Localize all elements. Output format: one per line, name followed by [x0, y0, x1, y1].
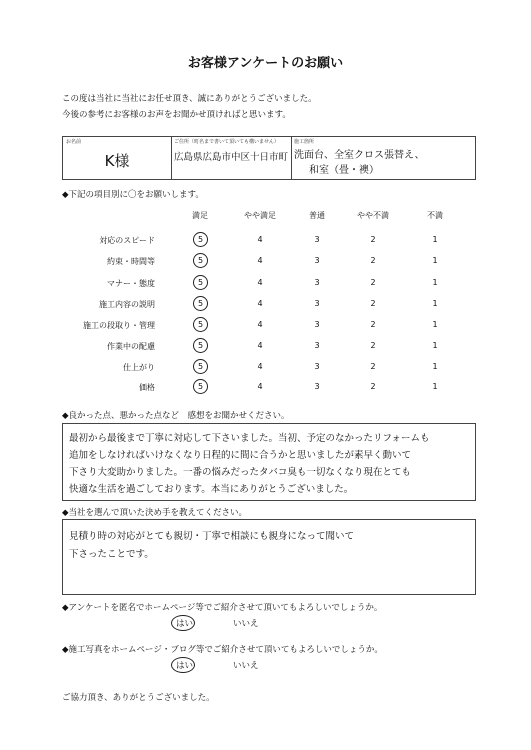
score-3[interactable]: 3	[314, 341, 320, 350]
score-3[interactable]: 3	[314, 299, 320, 308]
score-3[interactable]: 3	[314, 382, 320, 391]
score-2[interactable]: 2	[370, 320, 376, 329]
score-3[interactable]: 3	[314, 362, 320, 371]
address-value: 広島県広島市中区十日市町	[174, 152, 289, 163]
feedback-line-4: 快適な生活を過ごしております。本当にありがとうございました。	[69, 484, 354, 495]
score-1[interactable]: 1	[432, 278, 438, 287]
rating-row-label: 仕上がり	[123, 363, 155, 372]
rating-row-label: 施工の段取り・管理	[83, 321, 155, 330]
rating-row-label: マナー・態度	[107, 279, 155, 288]
score-2[interactable]: 2	[370, 362, 376, 371]
reason-answer-box[interactable]	[62, 519, 476, 595]
intro-line-1: この度は当社に当社にお任せ頂き、誠にありがとうございました。	[62, 94, 317, 104]
score-4[interactable]: 4	[257, 278, 263, 287]
feedback-answer-box[interactable]	[62, 423, 476, 501]
feedback-line-3: 下さり大変助かりました。一番の悩みだったタバコ臭も一切なくなり現在とても	[69, 467, 411, 478]
score-3[interactable]: 3	[314, 320, 320, 329]
score-2[interactable]: 2	[370, 341, 376, 350]
rating-row-label: 施工内容の説明	[99, 300, 155, 309]
feedback-line-1: 最初から最後まで丁寧に対応して下さいました。当初、予定のなかったリフォームも	[69, 433, 430, 444]
score-1[interactable]: 1	[432, 235, 438, 244]
score-4[interactable]: 4	[257, 256, 263, 265]
name-label: お名前	[66, 139, 82, 145]
score-2[interactable]: 2	[370, 256, 376, 265]
score-1[interactable]: 1	[432, 382, 438, 391]
customer-info-box	[62, 136, 476, 180]
reason-line-1: 見積り時の対応がとても親切・丁寧で相談にも親身になって聞いて	[69, 531, 355, 542]
selected-score-circle[interactable]: 5	[193, 317, 208, 332]
photo-yes-option[interactable]: はい	[176, 661, 194, 671]
score-2[interactable]: 2	[370, 299, 376, 308]
feedback-prompt: ◆良かった点、悪かった点など 感想をお聞かせください。	[62, 411, 290, 421]
feedback-line-2: 追加をしなければいけなくなり日程的に間に合うかと思いましたが素早く動いて	[69, 450, 412, 461]
photo-no-option[interactable]: いいえ	[233, 661, 259, 671]
selected-score-circle[interactable]: 5	[193, 296, 208, 311]
score-4[interactable]: 4	[257, 299, 263, 308]
score-1[interactable]: 1	[432, 320, 438, 329]
work-cell	[291, 137, 475, 179]
work-label: 施工箇所	[294, 139, 315, 145]
rating-header-somewhat-dissatisfied: やや不満	[357, 211, 389, 220]
rating-row-label: 価格	[139, 383, 155, 392]
score-2[interactable]: 2	[370, 278, 376, 287]
score-1[interactable]: 1	[432, 256, 438, 265]
name-value: K様	[104, 152, 130, 170]
reason-line-2: 下さったことです。	[69, 549, 154, 560]
rating-instruction: ◆下記の項目別に〇をお願いします。	[62, 190, 204, 200]
page-title: お客様アンケートのお願い	[187, 56, 344, 71]
selected-score-circle[interactable]: 5	[193, 275, 208, 290]
score-3[interactable]: 3	[314, 278, 320, 287]
address-cell	[171, 137, 292, 179]
score-4[interactable]: 4	[257, 320, 263, 329]
rating-header-satisfied: 満足	[192, 211, 208, 220]
selected-score-circle[interactable]: 5	[193, 338, 208, 353]
selected-score-circle[interactable]: 5	[193, 232, 208, 247]
reason-prompt: ◆当社を選んで頂いた決め手を教えてください。	[62, 508, 248, 518]
closing-message: ご協力頂き、ありがとうございました。	[62, 693, 215, 703]
score-4[interactable]: 4	[257, 341, 263, 350]
score-4[interactable]: 4	[257, 235, 263, 244]
work-value-line-1: 洗面台、全室クロス張替え、	[294, 150, 425, 161]
rating-header-somewhat-satisfied: やや満足	[244, 211, 276, 220]
anonymous-consent-prompt: ◆アンケートを匿名でホームページ等でご紹介させて頂いてもよろしいでしょうか。	[62, 603, 383, 613]
selected-score-circle[interactable]: 5	[193, 379, 208, 394]
score-4[interactable]: 4	[257, 382, 263, 391]
score-4[interactable]: 4	[257, 362, 263, 371]
rating-row-label: 対応のスピード	[99, 236, 155, 245]
anonymous-yes-option[interactable]: はい	[176, 619, 194, 629]
score-3[interactable]: 3	[314, 256, 320, 265]
score-1[interactable]: 1	[432, 299, 438, 308]
score-1[interactable]: 1	[432, 362, 438, 371]
score-2[interactable]: 2	[370, 235, 376, 244]
rating-row-label: 約束・時間等	[107, 257, 155, 266]
selected-score-circle[interactable]: 5	[193, 359, 208, 374]
address-label: ご住所（町名まで書いて頂いても構いません）	[174, 139, 280, 145]
score-3[interactable]: 3	[314, 235, 320, 244]
rating-header-dissatisfied: 不満	[427, 211, 443, 220]
rating-header-neutral: 普通	[309, 211, 325, 220]
score-1[interactable]: 1	[432, 341, 438, 350]
rating-row-label: 作業中の配慮	[107, 342, 155, 351]
selected-score-circle[interactable]: 5	[193, 253, 208, 268]
score-2[interactable]: 2	[370, 382, 376, 391]
anonymous-no-option[interactable]: いいえ	[233, 619, 259, 629]
work-value-line-2: 和室（畳・襖）	[309, 165, 379, 176]
intro-line-2: 今後の参考にお客様のお声をお聞かせ頂ければと思います。	[62, 110, 291, 120]
name-cell	[63, 137, 172, 179]
photo-consent-prompt: ◆施工写真をホームページ・ブログ等でご紹介させて頂いてもよろしいでしょうか。	[62, 645, 383, 655]
